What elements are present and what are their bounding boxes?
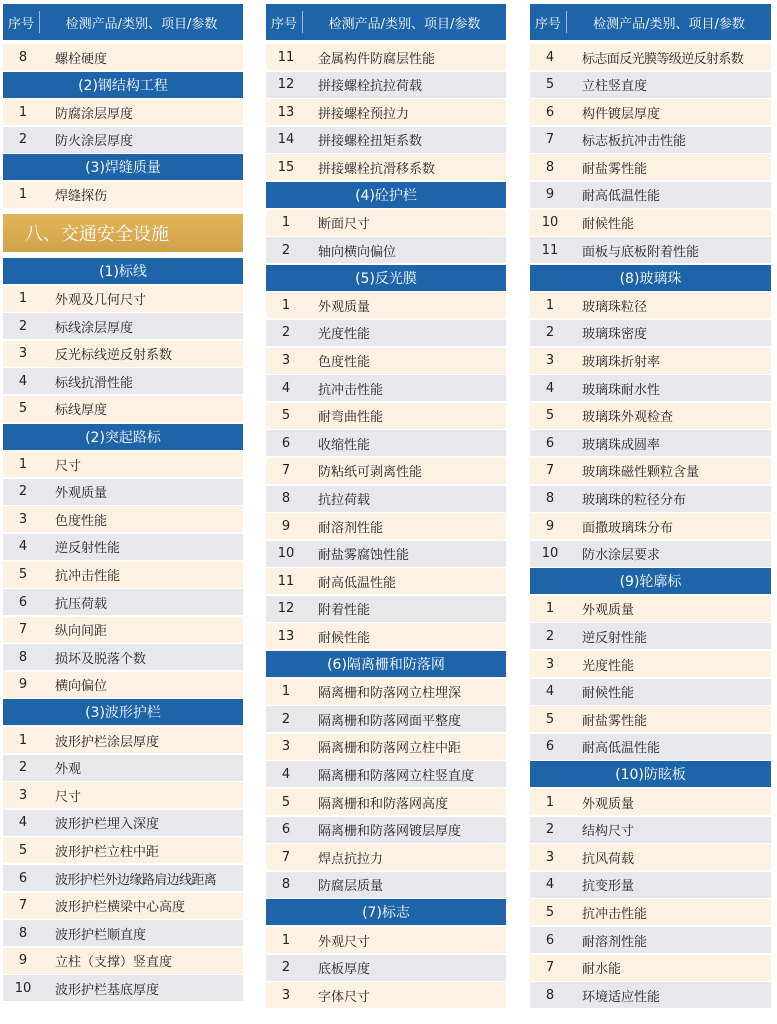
table-row (266, 679, 506, 705)
row-number: 2 (281, 711, 291, 727)
row-number: 7 (18, 622, 28, 638)
row-number: 7 (281, 849, 291, 865)
table-row (266, 210, 506, 236)
row-item-text: 外观质量 (55, 486, 108, 502)
row-item-text: 拼接螺栓预拉力 (318, 106, 410, 122)
table-row (3, 341, 243, 367)
row-number: 6 (545, 435, 555, 451)
section-header: (3)波形护栏 (3, 699, 243, 725)
row-item-text: 面撒玻璃珠分布 (582, 520, 674, 536)
row-number: 6 (281, 435, 291, 451)
row-item-text: 尺寸 (55, 789, 82, 805)
row-item-text: 抗风荷载 (582, 851, 635, 867)
row-number: 4 (545, 684, 555, 700)
row-number: 1 (281, 932, 291, 948)
table-row (266, 320, 506, 346)
table-row (3, 893, 243, 919)
row-number: 1 (18, 104, 28, 120)
row-number: 2 (545, 628, 555, 644)
row-number: 5 (18, 567, 28, 582)
table-row (530, 403, 771, 429)
row-number: 9 (545, 518, 555, 534)
row-number: 12 (277, 601, 295, 617)
row-number: 5 (545, 77, 555, 93)
row-number: 7 (545, 960, 555, 976)
row-number: 5 (545, 408, 555, 424)
row-number: 8 (18, 649, 28, 665)
row-number: 6 (545, 739, 555, 755)
row-item-text: 耐溶剂性能 (582, 934, 648, 950)
row-number: 2 (281, 242, 291, 258)
row-item-text: 标志面反光膜等级逆反射系数 (582, 51, 744, 67)
table-row (530, 458, 771, 484)
row-item-text: 波形护栏立柱中距 (55, 844, 160, 860)
section-header: (4)砼护栏 (266, 182, 506, 208)
table-row (266, 789, 506, 815)
row-number: 8 (18, 925, 28, 941)
row-item-text: 构件镀层厚度 (582, 106, 661, 122)
table-row (530, 651, 771, 677)
table-row (530, 210, 771, 236)
row-number: 5 (545, 711, 555, 727)
row-item-text: 拼接螺栓抗拉荷载 (318, 79, 423, 95)
table-row (530, 320, 771, 346)
table-row (266, 486, 506, 512)
table-row (3, 755, 243, 781)
table-row (530, 513, 771, 539)
row-item-text: 耐水能 (582, 962, 622, 978)
table-row (266, 568, 506, 594)
row-item-text: 波形护栏基底厚度 (55, 982, 160, 998)
row-item-text: 焊点抗拉力 (318, 851, 384, 867)
table-row (530, 486, 771, 512)
table-row (3, 644, 243, 670)
row-item-text: 逆反射性能 (55, 541, 121, 557)
row-item-text: 玻璃珠的粒径分布 (582, 493, 687, 508)
table-row (530, 292, 771, 318)
row-item-text: 底板厚度 (318, 962, 371, 978)
table-row (3, 396, 243, 422)
table-row (266, 237, 506, 263)
row-number: 10 (14, 980, 32, 996)
row-number: 3 (18, 511, 28, 527)
row-number: 8 (545, 987, 555, 1003)
row-item-text: 面板与底板附着性能 (582, 244, 700, 260)
row-item-text: 耐候性能 (318, 630, 371, 646)
row-item-text: 抗冲击性能 (55, 569, 121, 584)
section-header: (6)隔离栅和防落网 (266, 651, 506, 677)
row-number: 9 (18, 953, 28, 969)
row-number: 3 (18, 346, 28, 362)
table-row (266, 982, 506, 1008)
table-row (266, 154, 506, 180)
table-row (266, 403, 506, 429)
row-number: 12 (277, 77, 295, 93)
table-row (266, 348, 506, 374)
table-row (3, 99, 243, 125)
row-item-text: 抗变形量 (582, 879, 635, 895)
table-row (3, 837, 243, 863)
row-item-text: 外观尺寸 (318, 934, 371, 950)
row-number: 11 (277, 573, 295, 589)
table-row (266, 706, 506, 732)
row-number: 5 (281, 794, 291, 810)
row-number: 5 (545, 904, 555, 920)
row-item-text: 防腐层质量 (318, 879, 384, 895)
row-number: 3 (281, 987, 291, 1003)
row-number: 5 (18, 401, 28, 417)
row-number: 14 (277, 132, 295, 148)
table-row (266, 734, 506, 760)
row-number: 2 (18, 132, 28, 148)
table-row (266, 955, 506, 981)
table-row (530, 237, 771, 263)
row-item-text: 波形护栏涂层厚度 (55, 734, 160, 750)
column-header (530, 4, 771, 40)
row-item-text: 外观 (55, 762, 82, 778)
row-number: 4 (281, 766, 291, 782)
row-number: 2 (545, 822, 555, 838)
table-row (530, 927, 771, 953)
row-number: 4 (281, 380, 291, 396)
table-row (530, 706, 771, 732)
row-item-text: 抗拉荷载 (318, 493, 371, 508)
row-item-text: 波形护栏顺直度 (55, 927, 147, 943)
table-row (266, 72, 506, 98)
table-row (3, 617, 243, 643)
row-item-text: 外观质量 (582, 796, 635, 812)
table-row (3, 782, 243, 808)
row-item-text: 逆反射性能 (582, 630, 648, 646)
table-row (266, 458, 506, 484)
row-number: 3 (18, 787, 28, 803)
table-row (530, 430, 771, 456)
section-header: (3)焊缝质量 (3, 154, 243, 180)
row-item-text: 玻璃珠密度 (582, 327, 648, 343)
row-item-text: 螺栓硬度 (55, 51, 108, 67)
table-row (530, 955, 771, 981)
table-row (530, 872, 771, 898)
table-row (530, 734, 771, 760)
row-item-text: 抗压荷载 (55, 596, 108, 612)
section-header: (2)钢结构工程 (3, 72, 243, 98)
table-row (3, 506, 243, 532)
table-row (3, 975, 243, 1001)
row-item-text: 耐弯曲性能 (318, 410, 384, 426)
table-row (3, 127, 243, 153)
row-item-text: 玻璃珠折射率 (582, 355, 661, 371)
row-number: 5 (281, 408, 291, 424)
section-header: (10)防眩板 (530, 761, 771, 787)
table-row (530, 44, 771, 70)
table-row (3, 727, 243, 753)
row-number: 10 (277, 546, 295, 562)
table-row (266, 541, 506, 567)
row-number: 9 (18, 677, 28, 693)
row-item-text: 波形护栏横梁中心高度 (55, 900, 186, 916)
row-item-text: 抗冲击性能 (582, 906, 648, 922)
row-item-text: 尺寸 (55, 458, 82, 474)
table-row (266, 623, 506, 649)
table-row (3, 313, 243, 339)
table-row (266, 761, 506, 787)
category-banner: 八、交通安全设施 (3, 214, 243, 252)
row-item-text: 防粘纸可剥离性能 (318, 465, 423, 481)
row-number: 1 (18, 732, 28, 748)
section-header: (8)玻璃珠 (530, 265, 771, 291)
header-title: 检测产品/类别、项目/参数 (593, 16, 745, 32)
row-item-text: 标线抗滑性能 (55, 375, 134, 391)
row-item-text: 断面尺寸 (318, 217, 371, 233)
row-item-text: 耐盐雾性能 (582, 713, 648, 729)
row-number: 5 (18, 842, 28, 858)
table-row (3, 810, 243, 836)
row-item-text: 光度性能 (318, 327, 371, 343)
row-number: 8 (545, 159, 555, 175)
row-number: 8 (281, 877, 291, 893)
row-item-text: 色度性能 (318, 355, 371, 371)
table-row (266, 844, 506, 870)
row-number: 2 (18, 760, 28, 776)
row-number: 1 (18, 187, 28, 203)
row-item-text: 耐盐雾腐蚀性能 (318, 548, 410, 564)
row-item-text: 立柱（支撑）竖直度 (55, 955, 173, 971)
row-item-text: 耐溶剂性能 (318, 520, 384, 536)
row-item-text: 耐候性能 (582, 686, 635, 702)
table-row (530, 899, 771, 925)
table-row (3, 672, 243, 698)
row-item-text: 收缩性能 (318, 437, 371, 453)
row-number: 7 (545, 463, 555, 479)
row-item-text: 标志板抗冲击性能 (582, 134, 687, 150)
row-number: 4 (18, 815, 28, 831)
row-number: 9 (281, 518, 291, 534)
row-item-text: 反光标线逆反射系数 (55, 348, 173, 364)
row-item-text: 防火涂层厚度 (55, 134, 134, 150)
row-number: 3 (545, 849, 555, 865)
row-item-text: 隔离栅和防落网立柱竖直度 (318, 768, 475, 784)
row-number: 4 (18, 539, 28, 555)
row-item-text: 附着性能 (318, 603, 371, 619)
table-row (530, 679, 771, 705)
table-row (530, 982, 771, 1008)
row-number: 2 (18, 318, 28, 334)
table-row (266, 817, 506, 843)
row-number: 11 (541, 242, 559, 258)
row-item-text: 隔离栅和防落网面平整度 (318, 713, 462, 729)
table-row (266, 430, 506, 456)
row-number: 3 (545, 353, 555, 369)
row-number: 2 (281, 960, 291, 976)
table-row (3, 562, 243, 588)
table-row (530, 154, 771, 180)
row-item-text: 耐盐雾性能 (582, 161, 648, 177)
row-number: 6 (545, 932, 555, 948)
table-row (266, 596, 506, 622)
row-number: 10 (541, 546, 559, 562)
row-item-text: 光度性能 (582, 658, 635, 674)
table-row (3, 368, 243, 394)
row-number: 6 (545, 104, 555, 120)
row-number: 3 (545, 656, 555, 672)
header-num-label: 序号 (7, 16, 34, 32)
row-number: 4 (545, 49, 555, 65)
row-item-text: 轴向横向偏位 (318, 244, 397, 260)
row-number: 1 (281, 684, 291, 700)
table-row (530, 596, 771, 622)
row-item-text: 玻璃珠磁性颗粒含量 (582, 465, 700, 481)
row-number: 7 (18, 898, 28, 914)
row-number: 1 (545, 297, 555, 313)
table-row (266, 872, 506, 898)
row-item-text: 玻璃珠粒径 (582, 299, 648, 315)
row-number: 4 (545, 877, 555, 893)
table-row (266, 127, 506, 153)
row-item-text: 玻璃珠成圆率 (582, 437, 661, 453)
table-row (530, 375, 771, 401)
table-row (530, 72, 771, 98)
table-row (530, 844, 771, 870)
row-item-text: 玻璃珠外观检查 (582, 410, 674, 426)
table-row (530, 623, 771, 649)
row-item-text: 防腐涂层厚度 (55, 106, 134, 122)
row-item-text: 耐高低温性能 (318, 575, 397, 591)
row-number: 4 (545, 380, 555, 396)
table-row (3, 44, 243, 70)
section-header: (1)标线 (3, 258, 243, 284)
row-item-text: 环境适应性能 (582, 989, 661, 1005)
row-number: 1 (545, 601, 555, 617)
row-item-text: 金属构件防腐层性能 (318, 51, 436, 67)
row-item-text: 标线厚度 (55, 403, 108, 419)
row-number: 3 (281, 739, 291, 755)
row-item-text: 外观质量 (582, 603, 635, 619)
row-number: 13 (277, 628, 295, 644)
row-item-text: 结构尺寸 (582, 824, 635, 840)
row-item-text: 隔离栅和防落网立柱中距 (318, 741, 462, 757)
row-number: 7 (545, 132, 555, 148)
row-number: 15 (277, 159, 295, 175)
row-item-text: 拼接螺栓抗滑移系数 (318, 161, 436, 177)
header-num-label: 序号 (270, 16, 297, 32)
row-item-text: 隔离栅和防落网镀层厚度 (318, 824, 462, 840)
row-item-text: 字体尺寸 (318, 989, 371, 1005)
row-item-text: 外观质量 (318, 299, 371, 315)
row-number: 1 (281, 215, 291, 231)
section-header: (9)轮廓标 (530, 568, 771, 594)
table-row (3, 451, 243, 477)
row-number: 8 (281, 491, 291, 506)
row-number: 6 (18, 870, 28, 886)
column-header (266, 4, 506, 40)
table-row (3, 948, 243, 974)
row-item-text: 隔离栅和和防落网高度 (318, 796, 449, 812)
row-number: 4 (18, 373, 28, 389)
row-number: 11 (277, 49, 295, 65)
row-number: 6 (281, 822, 291, 838)
table-row (3, 534, 243, 560)
row-number: 1 (545, 794, 555, 810)
row-item-text: 玻璃珠耐水性 (582, 382, 661, 398)
section-header: (5)反光膜 (266, 265, 506, 291)
row-item-text: 耐候性能 (582, 217, 635, 233)
row-number: 8 (18, 49, 28, 65)
table-column-2 (266, 4, 506, 1010)
row-number: 1 (281, 297, 291, 313)
row-item-text: 耐高低温性能 (582, 741, 661, 757)
table-row (530, 182, 771, 208)
row-item-text: 焊缝探伤 (55, 189, 108, 205)
row-number: 2 (18, 484, 28, 500)
header-num-label: 序号 (534, 16, 561, 32)
table-row (266, 292, 506, 318)
table-row (3, 589, 243, 615)
table-row (266, 513, 506, 539)
column-header (3, 4, 243, 40)
header-title: 检测产品/类别、项目/参数 (328, 16, 481, 32)
row-item-text: 外观及几何尺寸 (55, 293, 147, 309)
table-row (3, 479, 243, 505)
row-item-text: 立柱竖直度 (582, 79, 648, 95)
table-row (3, 865, 243, 891)
table-row (530, 127, 771, 153)
row-number: 9 (545, 187, 555, 203)
table-row (530, 789, 771, 815)
row-item-text: 耐高低温性能 (582, 189, 661, 205)
row-item-text: 色度性能 (55, 513, 108, 529)
row-number: 6 (18, 594, 28, 610)
table-column-3 (530, 4, 771, 1010)
row-number: 2 (281, 325, 291, 341)
table-column-1 (3, 4, 243, 1003)
row-item-text: 横向偏位 (55, 679, 108, 695)
table-row (266, 375, 506, 401)
table-row (266, 927, 506, 953)
row-number: 1 (18, 291, 28, 307)
row-item-text: 波形护栏埋入深度 (55, 817, 160, 833)
row-item-text: 波形护栏外边缘路肩边线距离 (55, 872, 217, 888)
row-item-text: 抗冲击性能 (318, 382, 384, 398)
row-number: 8 (545, 491, 555, 506)
row-number: 2 (545, 325, 555, 341)
row-item-text: 纵向间距 (55, 624, 108, 640)
row-item-text: 拼接螺栓扭矩系数 (318, 134, 423, 150)
row-item-text: 损坏及脱落个数 (55, 651, 147, 667)
header-title: 检测产品/类别、项目/参数 (65, 16, 218, 32)
table-row (3, 920, 243, 946)
row-number: 13 (277, 104, 295, 120)
row-item-text: 隔离栅和防落网立柱埋深 (318, 686, 462, 702)
table-row (3, 182, 243, 208)
table-row (530, 348, 771, 374)
row-item-text: 防水涂层要求 (582, 548, 661, 564)
table-row (3, 286, 243, 312)
row-item-text: 标线涂层厚度 (55, 320, 134, 336)
table-row (530, 817, 771, 843)
table-row (530, 99, 771, 125)
table-row (266, 99, 506, 125)
section-header: (2)突起路标 (3, 424, 243, 450)
row-number: 7 (281, 463, 291, 479)
table-row (266, 44, 506, 70)
section-header: (7)标志 (266, 899, 506, 925)
row-number: 10 (541, 215, 559, 231)
row-number: 3 (281, 353, 291, 369)
row-number: 1 (18, 456, 28, 472)
table-row (530, 541, 771, 567)
